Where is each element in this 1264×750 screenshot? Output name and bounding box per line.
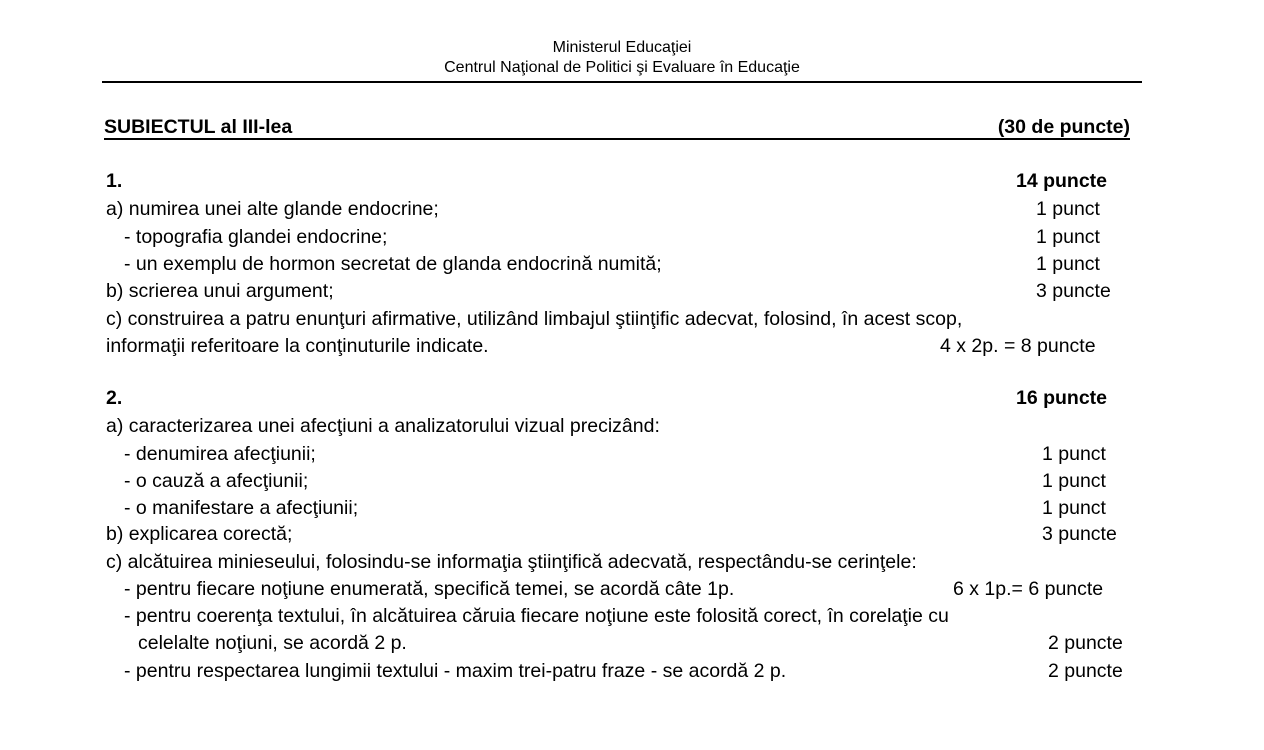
q1-a-text: a) numirea unei alte glande endocrine;: [106, 198, 439, 220]
q1-c-text: c) construirea a patru enunţuri afirmative, utilizând limbajul ştiinţific adecvat, folosind, în acest scop,: [106, 308, 963, 330]
q1-number: 1.: [106, 170, 123, 192]
subject-points: (30 de puncte): [997, 116, 1130, 138]
q2-c2-points: 2 puncte: [1048, 632, 1123, 654]
q2-a3-text: - o manifestare a afecţiunii;: [124, 497, 359, 519]
q2-c-text: c) alcătuirea minieseului, folosindu-se informaţia ştiinţifică adecvată, respectându-se cerinţele:: [106, 551, 917, 573]
q2-a-text: a) caracterizarea unei afecţiuni a analizatorului vizual precizând:: [106, 415, 660, 437]
q2-a2-points: 1 punct: [1042, 470, 1106, 492]
q1-total: 14 puncte: [1016, 170, 1108, 192]
subject-title: SUBIECTUL al III-lea: [104, 116, 293, 138]
document-header: [102, 38, 1142, 83]
q2-a3-points: 1 punct: [1042, 497, 1106, 519]
q2-c1-points: 6 x 1p.= 6 puncte: [953, 578, 1104, 600]
q2-a1-text: - denumirea afecţiunii;: [124, 443, 316, 465]
q1-b-points: 3 puncte: [1036, 280, 1111, 302]
q2-number: 2.: [106, 387, 123, 409]
q1-b-text: b) scrierea unui argument;: [106, 280, 334, 302]
q2-c3-text: - pentru respectarea lungimii textului - maxim trei-patru fraze - se acordă 2 p.: [124, 660, 787, 682]
q2-c3-points: 2 puncte: [1048, 660, 1123, 682]
q2-a2-text: - o cauză a afecţiunii;: [124, 470, 309, 492]
q1-a1-points: 1 punct: [1036, 226, 1100, 248]
q1-c-text-continued: informaţii referitoare la conţinuturile indicate.: [106, 335, 489, 357]
ministry-name: Ministerul Educaţiei: [552, 39, 692, 56]
q2-a1-points: 1 punct: [1042, 443, 1106, 465]
q2-b-text: b) explicarea corectă;: [106, 523, 293, 545]
q1-a1-text: - topografia glandei endocrine;: [124, 226, 388, 248]
q1-a2-text: - un exemplu de hormon secretat de glanda endocrină numită;: [124, 253, 662, 275]
q1-c-points: 4 x 2p. = 8 puncte: [940, 335, 1096, 357]
center-name: Centrul Naţional de Politici şi Evaluare în Educaţie: [444, 59, 800, 76]
q2-b-points: 3 puncte: [1042, 523, 1117, 545]
q2-c1-text: - pentru fiecare noţiune enumerată, specifică temei, se acordă câte 1p.: [124, 578, 735, 600]
q2-c2-text-continued: celelalte noţiuni, se acordă 2 p.: [138, 632, 407, 654]
q1-a2-points: 1 punct: [1036, 253, 1100, 275]
subject-heading: [104, 116, 1130, 140]
q2-c2-text: - pentru coerenţa textului, în alcătuirea căruia fiecare noţiune este folosită corect, în corelaţie cu: [124, 605, 949, 627]
q2-total: 16 puncte: [1016, 387, 1108, 409]
q1-a-points: 1 punct: [1036, 198, 1100, 220]
